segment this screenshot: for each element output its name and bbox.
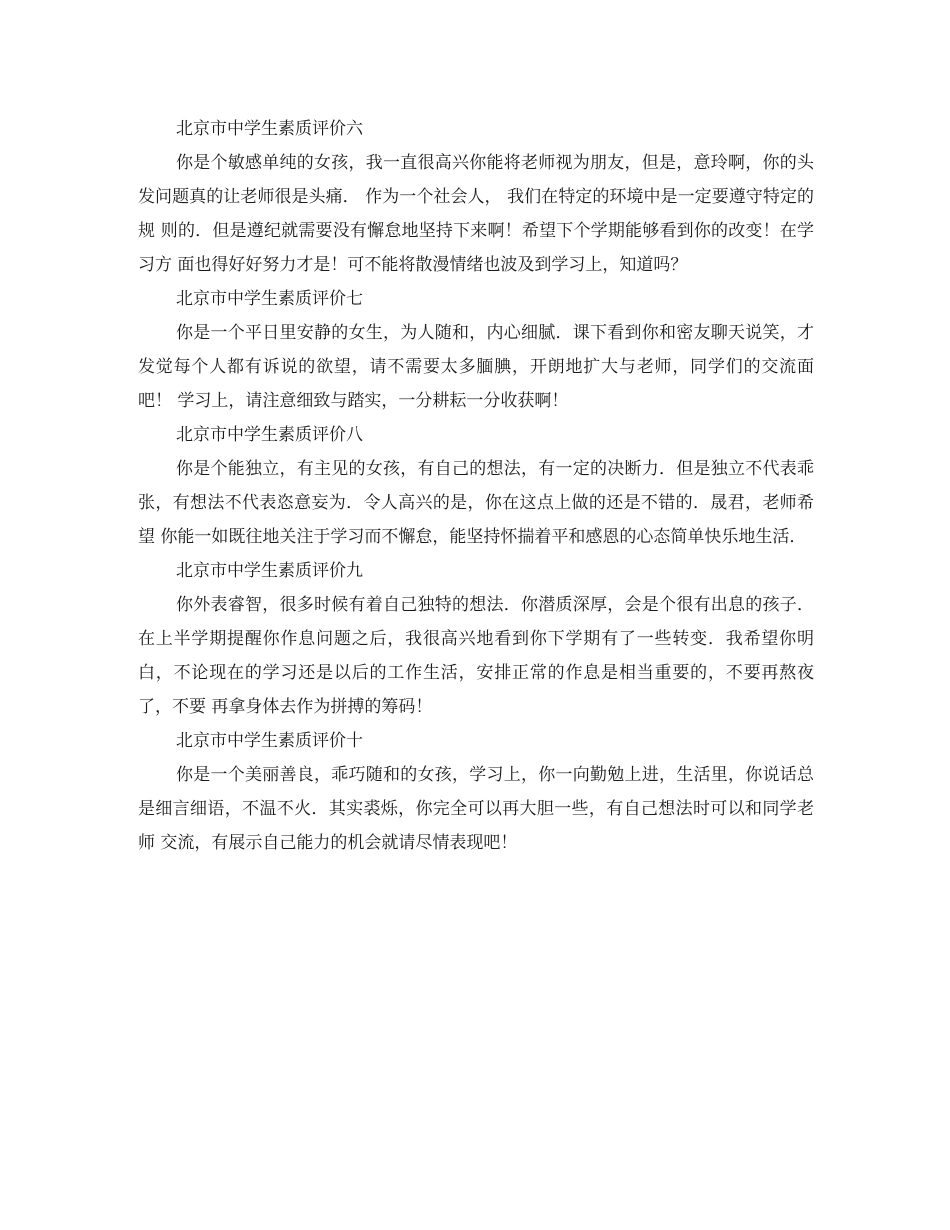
section-body: 你是一个美丽善良，乖巧随和的女孩，学习上，你一向勤勉上进，生活里，你说话总 是细言细语，不温不火．其实裘烁，你完全可以再大胆一些，有自己想法时可以和同学老师 交流，有展示自己能力的机会就请尽情表现吧！ — [138, 765, 814, 853]
evaluation-section-7 — [138, 282, 814, 418]
section-body: 你是个能独立，有主见的女孩，有自己的想法，有一定的决断力．但是独立不代表乖 张，有想法不代表恣意妄为．令人高兴的是，你在这点上做的还是不错的．晟君，老师希望 你能一如既往地关注于学习而不懈怠，能坚持怀揣着平和感恩的心态简单快乐地生活． — [138, 459, 814, 547]
evaluation-section-10 — [138, 724, 814, 860]
section-heading: 北京市中学生素质评价九 — [176, 561, 363, 581]
section-heading: 北京市中学生素质评价八 — [176, 425, 363, 445]
document-page — [138, 112, 814, 860]
section-heading: 北京市中学生素质评价十 — [176, 731, 363, 751]
section-heading: 北京市中学生素质评价七 — [176, 289, 363, 309]
evaluation-section-9 — [138, 554, 814, 724]
section-body: 你是一个平日里安静的女生，为人随和，内心细腻．课下看到你和密友聊天说笑，才 发觉每个人都有诉说的欲望，请不需要太多腼腆，开朗地扩大与老师，同学们的交流面吧！ 学习上，请注意细致与踏实，一分耕耘一分收获啊！ — [138, 323, 814, 411]
evaluation-section-8 — [138, 418, 814, 554]
evaluation-section-6 — [138, 112, 814, 282]
section-heading: 北京市中学生素质评价六 — [176, 119, 363, 139]
section-body: 你是个敏感单纯的女孩，我一直很高兴你能将老师视为朋友，但是，意玲啊，你的头 发问题真的让老师很是头痛． 作为一个社会人， 我们在特定的环境中是一定要遵守特定的规 则的．但是遵纪就需要没有懈怠地坚持下来啊！希望下个学期能够看到你的改变！在学习方 面也得好好努力才是！可不能将散漫情绪也波及到学习上，知道吗？ — [138, 153, 814, 275]
section-body: 你外表睿智，很多时候有着自己独特的想法．你潜质深厚，会是个很有出息的孩子． 在上半学期提醒你作息问题之后，我很高兴地看到你下学期有了一些转变．我希望你明白，不论现在的学习还是以后的工作生活，安排正常的作息是相当重要的，不要再熬夜了，不要 再拿身体去作为拼搏的筹码！ — [138, 595, 814, 717]
